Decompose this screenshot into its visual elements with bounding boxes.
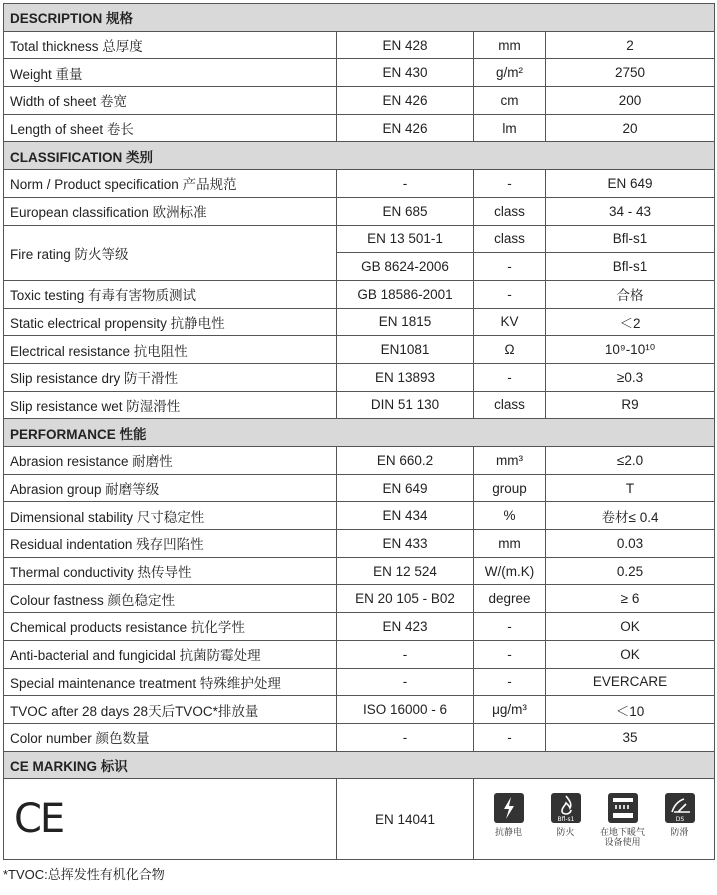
table-row: [4, 474, 715, 502]
property-cell: Length of sheet 卷长: [4, 114, 337, 142]
property-cell: Toxic testing 有毒有害物质测试: [4, 280, 337, 308]
section-title: CLASSIFICATION 类别: [4, 142, 715, 170]
table-row: [4, 557, 715, 585]
norm-cell: EN 434: [337, 502, 474, 530]
spec-sheet: [3, 3, 714, 860]
unit-cell: KV: [474, 308, 546, 336]
property-cell: Residual indentation 残存凹陷性: [4, 530, 337, 558]
norm-cell: EN 433: [337, 530, 474, 558]
property-cell: Slip resistance dry 防干滑性: [4, 363, 337, 391]
performance-rows: [4, 447, 715, 752]
table-row: [4, 308, 715, 336]
norm-cell: -: [337, 170, 474, 198]
unit-cell: class: [474, 197, 546, 225]
property-cell: Abrasion resistance 耐磨性: [4, 447, 337, 475]
table-row: [4, 31, 715, 59]
ce-row: [4, 779, 715, 860]
ce-norm: EN 14041: [337, 779, 474, 860]
unit-cell: Ω: [474, 336, 546, 364]
norm-cell: ISO 16000 - 6: [337, 696, 474, 724]
property-cell: Electrical resistance 抗电阻性: [4, 336, 337, 364]
unit-cell: class: [474, 391, 546, 419]
ce-logo: CE: [14, 796, 64, 843]
slip-badge: DS 防滑: [655, 792, 705, 837]
table-row: [4, 280, 715, 308]
norm-cell: EN 20 105 - B02: [337, 585, 474, 613]
value-cell: 20: [546, 114, 715, 142]
unit-cell: -: [474, 613, 546, 641]
unit-cell: -: [474, 640, 546, 668]
norm-cell: GB 8624-2006: [337, 253, 474, 281]
section-header-ce-marking: [4, 751, 715, 779]
table-row: [4, 336, 715, 364]
section-header-classification: [4, 142, 715, 170]
norm-cell: EN 1815: [337, 308, 474, 336]
table-row: [4, 87, 715, 115]
property-cell: Total thickness 总厚度: [4, 31, 337, 59]
value-cell: OK: [546, 613, 715, 641]
section-title: CE MARKING 标识: [4, 751, 715, 779]
unit-cell: group: [474, 474, 546, 502]
value-cell: ＜2: [546, 308, 715, 336]
norm-cell: -: [337, 640, 474, 668]
description-rows: [4, 31, 715, 142]
value-cell: 0.03: [546, 530, 715, 558]
value-cell: 200: [546, 87, 715, 115]
unit-cell: %: [474, 502, 546, 530]
norm-cell: EN 13893: [337, 363, 474, 391]
unit-cell: -: [474, 668, 546, 696]
fire-badge: Bfl-s1 防火: [541, 792, 591, 837]
property-cell: Fire rating 防火等级: [4, 225, 337, 280]
value-cell: ≥ 6: [546, 585, 715, 613]
norm-cell: EN 12 524: [337, 557, 474, 585]
value-cell: 10⁹-10¹⁰: [546, 336, 715, 364]
unit-cell: -: [474, 253, 546, 281]
unit-cell: g/m²: [474, 59, 546, 87]
underfloor-heating-icon: [607, 792, 639, 824]
value-cell: T: [546, 474, 715, 502]
table-row: [4, 723, 715, 751]
svg-text:DS: DS: [675, 815, 684, 823]
value-cell: EVERCARE: [546, 668, 715, 696]
property-cell: Slip resistance wet 防湿滑性: [4, 391, 337, 419]
table-row: [4, 613, 715, 641]
unit-cell: W/(m.K): [474, 557, 546, 585]
norm-cell: GB 18586-2001: [337, 280, 474, 308]
norm-cell: EN 685: [337, 197, 474, 225]
property-cell: Abrasion group 耐磨等级: [4, 474, 337, 502]
unit-cell: class: [474, 225, 546, 253]
property-cell: European classification 欧洲标准: [4, 197, 337, 225]
unit-cell: -: [474, 170, 546, 198]
norm-cell: EN 426: [337, 87, 474, 115]
value-cell: Bfl-s1: [546, 253, 715, 281]
value-cell: ≥0.3: [546, 363, 715, 391]
value-cell: 2: [546, 31, 715, 59]
table-row: [4, 585, 715, 613]
unit-cell: cm: [474, 87, 546, 115]
table-row: [4, 640, 715, 668]
norm-cell: EN 423: [337, 613, 474, 641]
table-row: [4, 225, 715, 253]
table-row: [4, 197, 715, 225]
property-cell: Color number 颜色数量: [4, 723, 337, 751]
underfloor-heating-badge: 在地下暖气设备使用: [598, 792, 648, 847]
antistatic-badge: 抗静电: [484, 792, 534, 837]
norm-cell: EN 430: [337, 59, 474, 87]
unit-cell: μg/m³: [474, 696, 546, 724]
section-title: PERFORMANCE 性能: [4, 419, 715, 447]
property-cell: Norm / Product specification 产品规范: [4, 170, 337, 198]
value-cell: OK: [546, 640, 715, 668]
antistatic-icon: [493, 792, 525, 824]
norm-cell: EN 660.2: [337, 447, 474, 475]
norm-cell: EN 649: [337, 474, 474, 502]
table-row: [4, 502, 715, 530]
norm-cell: EN1081: [337, 336, 474, 364]
unit-cell: -: [474, 363, 546, 391]
footnote: *TVOC:总挥发性有机化合物: [3, 867, 165, 882]
table-row: [4, 170, 715, 198]
unit-cell: mm: [474, 530, 546, 558]
svg-text:Bfl-s1: Bfl-s1: [556, 815, 575, 823]
norm-cell: EN 428: [337, 31, 474, 59]
property-cell: Static electrical propensity 抗静电性: [4, 308, 337, 336]
value-cell: 合格: [546, 280, 715, 308]
property-cell: Chemical products resistance 抗化学性: [4, 613, 337, 641]
unit-cell: -: [474, 280, 546, 308]
ce-logo-cell: [4, 779, 337, 860]
value-cell: R9: [546, 391, 715, 419]
norm-cell: -: [337, 723, 474, 751]
table-row: [4, 530, 715, 558]
value-cell: Bfl-s1: [546, 225, 715, 253]
value-cell: 2750: [546, 59, 715, 87]
unit-cell: lm: [474, 114, 546, 142]
property-cell: Weight 重量: [4, 59, 337, 87]
property-cell: Width of sheet 卷宽: [4, 87, 337, 115]
value-cell: ≤2.0: [546, 447, 715, 475]
norm-cell: EN 426: [337, 114, 474, 142]
property-cell: Colour fastness 颜色稳定性: [4, 585, 337, 613]
ce-icons-cell: [474, 779, 715, 860]
value-cell: 0.25: [546, 557, 715, 585]
property-cell: Anti-bacterial and fungicidal 抗菌防霉处理: [4, 640, 337, 668]
unit-cell: mm: [474, 31, 546, 59]
table-row: [4, 696, 715, 724]
section-title: DESCRIPTION 规格: [4, 4, 715, 32]
section-header-description: [4, 4, 715, 32]
slip-icon: [664, 792, 696, 824]
norm-cell: -: [337, 668, 474, 696]
norm-cell: DIN 51 130: [337, 391, 474, 419]
unit-cell: -: [474, 723, 546, 751]
spec-table: [3, 3, 715, 860]
unit-cell: mm³: [474, 447, 546, 475]
value-cell: ＜10: [546, 696, 715, 724]
norm-cell: EN 13 501-1: [337, 225, 474, 253]
table-row: [4, 59, 715, 87]
fire-icon: [550, 792, 582, 824]
table-row: [4, 668, 715, 696]
property-cell: Dimensional stability 尺寸稳定性: [4, 502, 337, 530]
section-header-performance: [4, 419, 715, 447]
property-cell: Thermal conductivity 热传导性: [4, 557, 337, 585]
unit-cell: degree: [474, 585, 546, 613]
table-row: [4, 114, 715, 142]
property-cell: TVOC after 28 days 28天后TVOC*排放量: [4, 696, 337, 724]
property-cell: Special maintenance treatment 特殊维护处理: [4, 668, 337, 696]
table-row: [4, 391, 715, 419]
value-cell: EN 649: [546, 170, 715, 198]
value-cell: 35: [546, 723, 715, 751]
table-row: [4, 447, 715, 475]
classification-rows: [4, 170, 715, 419]
table-row: [4, 363, 715, 391]
value-cell: 34 - 43: [546, 197, 715, 225]
value-cell: 卷材≤ 0.4: [546, 502, 715, 530]
